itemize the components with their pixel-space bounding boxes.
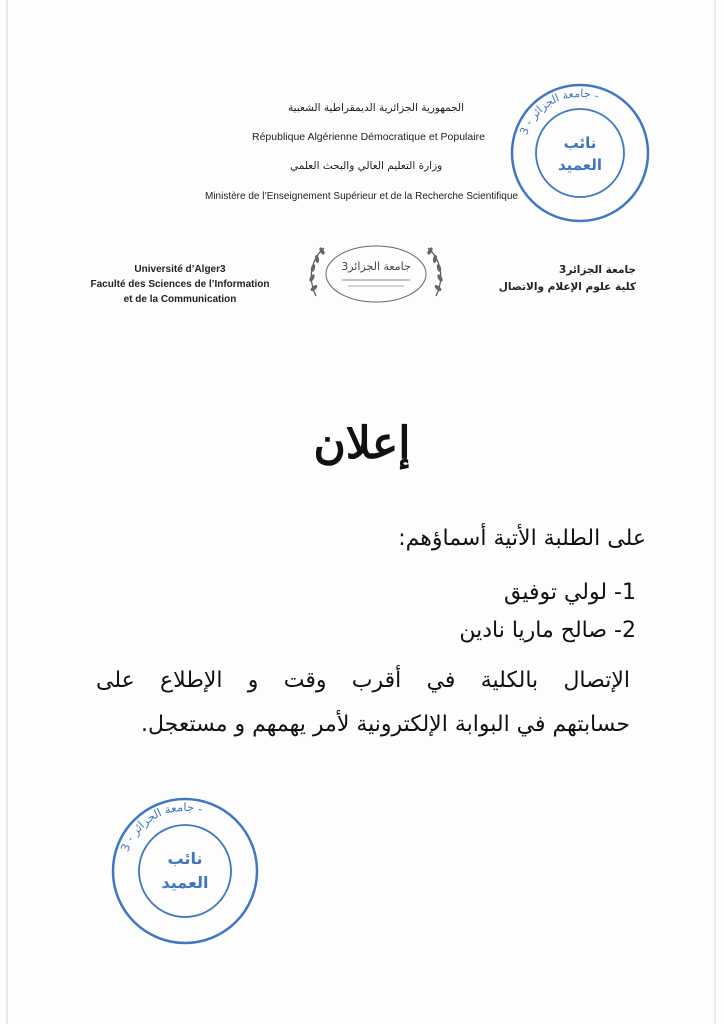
faculty-name-fr-line1: Faculté des Sciences de l’Information xyxy=(90,279,270,290)
stamp-bottom-center-1: نائب xyxy=(167,849,203,868)
stamp-bottom-ring-text: جامعة الجزائر - 3 - xyxy=(117,799,205,854)
university-name-fr: Université d’Alger3 xyxy=(134,264,226,275)
institution-arabic xyxy=(496,262,636,296)
announcement-body-line1: الإتصال بالكلية في أقرب وقت و الإطلاع على xyxy=(96,668,630,693)
announcement-intro: على الطلبة الأتية أسماؤهم: xyxy=(398,526,646,551)
university-logo xyxy=(302,236,450,312)
faculty-name-fr-line2: et de la Communication xyxy=(123,294,237,305)
institution-french xyxy=(80,262,280,307)
official-stamp-bottom xyxy=(106,792,264,950)
official-stamp-top xyxy=(505,78,655,228)
student-name-2: 2- صالح ماريا نادين xyxy=(459,618,636,643)
stamp-top-ring-text: جامعة الجزائر - 3 - xyxy=(517,86,601,137)
svg-text:جامعة الجزائر - 3 - xyxy=(517,87,600,137)
logo-text: جامعة الجزائر3 xyxy=(341,260,411,273)
faculty-name-ar: كلية علوم الإعلام والاتصال xyxy=(498,281,636,293)
student-name-1: 1- لولي توفيق xyxy=(503,580,636,605)
stamp-top-center-2: العميد xyxy=(557,156,603,174)
svg-text:جامعة الجزائر - 3 - xyxy=(118,800,205,854)
ministry-arabic: وزارة التعليم العالي والبحث العلمي xyxy=(290,160,443,172)
university-name-ar: جامعة الجزائر3 xyxy=(559,264,636,276)
ministry-french: Ministère de l’Enseignement Supérieur et de la Recherche Scientifique xyxy=(205,191,518,202)
stamp-top-center-1: نائب xyxy=(563,134,597,152)
scan-edge-left xyxy=(6,0,8,1024)
republic-arabic: الجمهورية الجزائرية الديمقراطية الشعبية xyxy=(288,102,465,114)
announcement-body-line2: حسابتهم في البوابة الإلكترونية لأمر يهمهم و مستعجل. xyxy=(141,712,630,737)
republic-french: République Algérienne Démocratique et Populaire xyxy=(252,131,485,143)
scan-edge-right xyxy=(714,0,716,1024)
stamp-bottom-center-2: العميد xyxy=(161,873,209,892)
announcement-title: إعلان xyxy=(313,418,411,469)
